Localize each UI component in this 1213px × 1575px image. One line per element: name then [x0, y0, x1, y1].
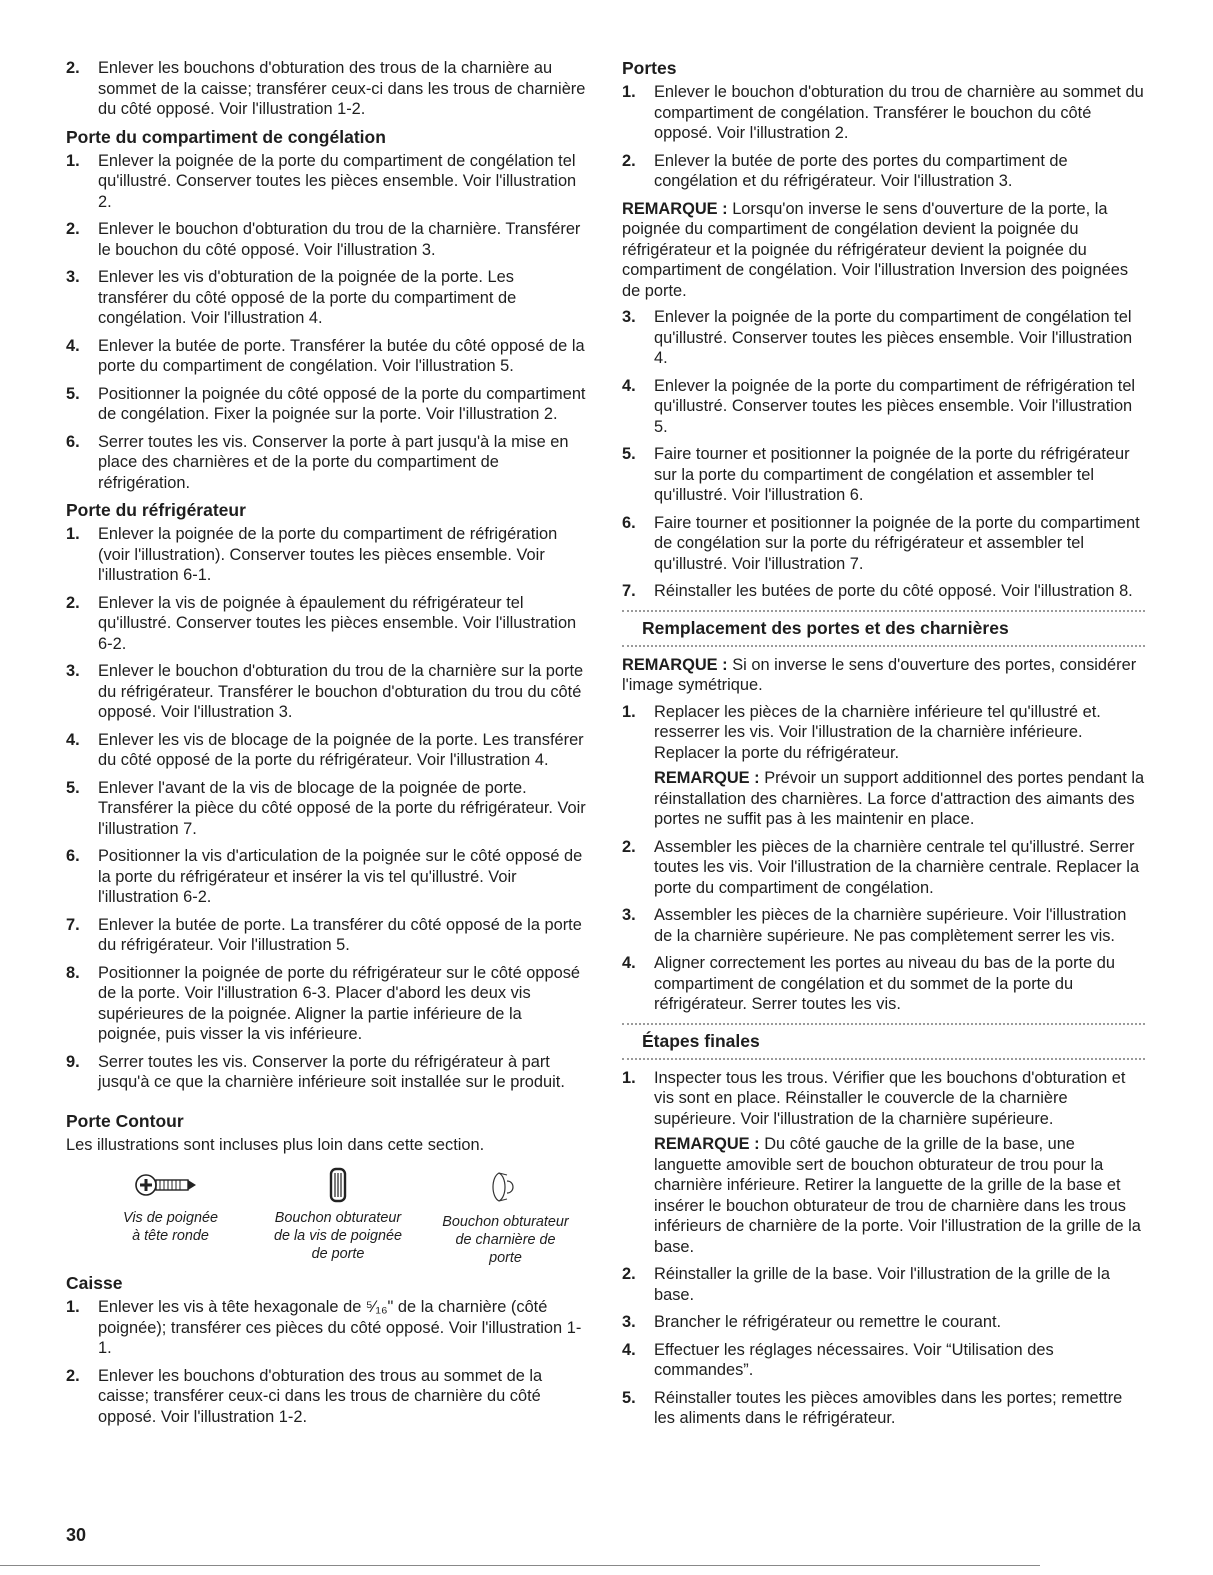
list-item: 6. Faire tourner et positionner la poignée de la porte du compartiment de congélation sur la porte du réfrigérateur et assembler tel qu'illustré. Voir l'illustration 7.	[622, 513, 1140, 573]
section-heading-freezer-door: Porte du compartiment de congélation	[66, 126, 386, 147]
list-item: 1. Enlever la poignée de la porte du compartiment de réfrigération (voir l'illustration). Conserver toutes les pièces ensemble. Voir l'illustration 6-1.	[66, 525, 558, 584]
list-item: 2. Assembler les pièces de la charnière centrale tel qu'illustré. Serrer toutes les vis. Voir l'illustration de la charnière centrale. Replacer la porte du compartiment de congélation.	[622, 837, 1140, 897]
section-heading-contour: Porte Contour	[66, 1110, 184, 1131]
hinge-plug-icon	[481, 1165, 531, 1209]
part-handle-screw-plug: Bouchon obturateur de la vis de poignée de porte	[256, 1165, 421, 1267]
list-item: 3. Enlever le bouchon d'obturation du trou de la charnière sur la porte du réfrigérateur. Transférer le bouchon d'obturation du trou du côté opposé. Voir l'illustration 3.	[66, 662, 584, 721]
handle-screw-plug-icon	[318, 1165, 358, 1205]
replacement-sub-note: REMARQUE : Prévoir un support additionnel des portes pendant la réinstallation des charnières. La force d'attraction des aimants des portes ne suffit pas à les maintenir en place.	[654, 769, 1145, 828]
list-item: 5. Enlever l'avant de la vis de blocage de la poignée de porte. Transférer la pièce du côté opposé de la porte du réfrigérateur. Voir l'illustration 7.	[66, 778, 586, 838]
list-item: 2. Réinstaller la grille de la base. Voir l'illustration de la grille de la base.	[622, 1265, 1110, 1304]
list-item: 4. Enlever la poignée de la porte du compartiment de réfrigération tel qu'illustré. Conserver toutes les pièces ensemble. Voir l'illustration 5.	[622, 376, 1136, 436]
list-item: 1. Replacer les pièces de la charnière inférieure tel qu'illustré et. resserrer les vis. Voir l'illustration de la charnière inférieure. Replacer la porte du réfrigérateur. REMARQUE : Prévoir un support additionnel des portes pendant la réinstallation des charnières. La force d'attraction des aimants des portes ne suffit pas à les maintenir en place.	[622, 702, 1145, 828]
list-item: 4. Aligner correctement les portes au niveau du bas de la porte du compartiment de congélation et du sommet de la porte du réfrigérateur. Serrer toutes les vis.	[622, 954, 1116, 1013]
doors-list-a	[622, 82, 1145, 192]
contour-text: Les illustrations sont incluses plus loin dans cette section.	[66, 1135, 485, 1154]
part-round-head-screw: Vis de poignée à tête ronde	[88, 1165, 253, 1267]
bottom-rule	[0, 1565, 1040, 1566]
part-hinge-plug: Bouchon obturateur de charnière de porte	[423, 1165, 588, 1267]
list-item: 1. Enlever les vis à tête hexagonale de ⁵⁄₁₆" de la charnière (côté poignée); transférer ces pièces du côté opposé. Voir l'illustration 1-1.	[66, 1298, 582, 1357]
section-heading-fridge-door: Porte du réfrigérateur	[66, 500, 246, 520]
final-steps-list	[622, 1068, 1145, 1429]
page-number: 30	[66, 1525, 87, 1545]
doors-note: REMARQUE : Lorsqu'on inverse le sens d'ouverture de la porte, la poignée du compartiment de congélation devient la poignée du réfrigérateur et la poignée du réfrigérateur devient la poignée du compartiment de congélation. Voir l'illustration Inversion des poignées de porte.	[622, 199, 1129, 300]
list-item: 4. Enlever la butée de porte. Transférer la butée du côté opposé de la porte du compartiment de congélation. Voir l'illustration 5.	[66, 336, 585, 375]
list-item: 8. Positionner la poignée de porte du réfrigérateur sur le côté opposé de la porte. Voir l'illustration 6-3. Placer d'abord les deux vis supérieures de la poignée. Aligner la partie inférieure de la poignée, puis visser la vis inférieure.	[66, 963, 581, 1043]
freezer-door-list	[66, 151, 586, 494]
final-sub-note: REMARQUE : Du côté gauche de la grille de la base, une languette amovible sert de bouchon obturateur de trou pour la charnière inférieure. Retirer la languette de la grille de la base et insérer le bouchon obturateur de trou de charnière dans les trous inférieurs de charnière de la porte. Voir l'illustration de la grille de la base.	[654, 1135, 1141, 1256]
list-item: 2. Enlever les bouchons d'obturation des trous au sommet de la caisse; transférer ceux-ci dans les trous de charnière du côté opposé. Voir l'illustration 1-2.	[66, 1366, 543, 1426]
list-item: 3. Brancher le réfrigérateur ou remettre le courant.	[622, 1313, 1002, 1331]
list-item: 5. Faire tourner et positionner la poignée de la porte du réfrigérateur sur la porte du compartiment de congélation et assembler tel qu'illustré. Voir l'illustration 6.	[622, 445, 1130, 504]
doors-list-b	[622, 307, 1145, 602]
list-item: 6. Positionner la vis d'articulation de la poignée sur le côté opposé de la porte du réfrigérateur et insérer la vis tel qu'illustré. Voir l'illustration 6-2.	[66, 847, 583, 906]
cabinet-list	[66, 1297, 586, 1427]
list-item: 2. Enlever le bouchon d'obturation du trou de la charnière. Transférer le bouchon du côté opposé. Voir l'illustration 3.	[66, 220, 581, 259]
list-item: 5. Réinstaller toutes les pièces amovibles dans les portes; remettre les aliments dans le réfrigérateur.	[622, 1388, 1123, 1427]
fridge-door-list	[66, 524, 586, 1093]
list-item: 3. Enlever les vis d'obturation de la poignée de la porte. Les transférer du côté opposé de la porte du compartiment de congélation. Voir l'illustration 4.	[66, 268, 517, 327]
list-item: 7. Réinstaller les butées de porte du côté opposé. Voir l'illustration 8.	[622, 582, 1133, 600]
section-heading-cabinet: Caisse	[66, 1273, 123, 1293]
left-column	[66, 58, 586, 1434]
section-title-replacement: Remplacement des portes et des charnières	[622, 610, 1145, 647]
list-item: 1. Enlever la poignée de la porte du compartiment de congélation tel qu'illustré. Conserver toutes les pièces ensemble. Voir l'illustration 2.	[66, 151, 577, 211]
list-item: 1. Inspecter tous les trous. Vérifier que les bouchons d'obturation et vis sont en place. Réinstaller le couvercle de la charnière supérieure. Voir l'illustration de la charnière supérieure. REMARQUE : Du côté gauche de la grille de la base, une languette amovible sert de bouchon obturateur de trou pour la charnière inférieure. Retirer la languette de la grille de la base et insérer le bouchon obturateur de trou de charnière dans les trous inférieurs de charnière de la porte. Voir l'illustration de la grille de la base.	[622, 1068, 1145, 1258]
list-item: 3. Assembler les pièces de la charnière supérieure. Voir l'illustration de la charnière supérieure. Ne pas complètement serrer les vis.	[622, 906, 1127, 945]
section-title-final-steps: Étapes finales	[622, 1023, 1145, 1060]
list-item: 2. Enlever les bouchons d'obturation des trous de la charnière au sommet de la caisse; transférer ceux-ci dans les trous de charnière du côté opposé. Voir l'illustration 1-2.	[66, 59, 586, 118]
replacement-note: REMARQUE : Si on inverse le sens d'ouverture des portes, considérer l'image symétrique.	[622, 655, 1137, 694]
list-item: 2. Enlever la vis de poignée à épaulement du réfrigérateur tel qu'illustré. Conserver toutes les pièces ensemble. Voir l'illustration 6-2.	[66, 593, 577, 653]
list-item: 7. Enlever la butée de porte. La transférer du côté opposé de la porte du réfrigérateur. Voir l'illustration 5.	[66, 915, 582, 954]
intro-list	[66, 58, 586, 120]
right-column	[622, 58, 1145, 1436]
list-item: 3. Enlever la poignée de la porte du compartiment de congélation tel qu'illustré. Conserver toutes les pièces ensemble. Voir l'illustration 4.	[622, 308, 1133, 367]
list-item: 1. Enlever le bouchon d'obturation du trou de charnière au sommet du compartiment de congélation. Transférer le bouchon du côté opposé. Voir l'illustration 2.	[622, 83, 1144, 142]
replacement-list	[622, 702, 1145, 1015]
list-item: 6. Serrer toutes les vis. Conserver la porte à part jusqu'à la mise en place des charnières et de la porte du compartiment de réfrigération.	[66, 432, 569, 492]
parts-icons	[88, 1165, 588, 1267]
list-item: 4. Effectuer les réglages nécessaires. Voir “Utilisation des commandes”.	[622, 1340, 1054, 1379]
list-item: 9. Serrer toutes les vis. Conserver la porte du réfrigérateur à part jusqu'à ce que la charnière inférieure soit installée sur le produit.	[66, 1052, 565, 1091]
section-heading-doors: Portes	[622, 58, 677, 78]
list-item: 2. Enlever la butée de porte des portes du compartiment de congélation et du réfrigérateur. Voir l'illustration 3.	[622, 151, 1068, 190]
list-item: 4. Enlever les vis de blocage de la poignée de la porte. Les transférer du côté opposé de la porte du réfrigérateur. Voir l'illustration 4.	[66, 730, 584, 769]
list-item: 5. Positionner la poignée du côté opposé de la porte du compartiment de congélation. Fixer la poignée sur la porte. Voir l'illustration 2.	[66, 384, 586, 423]
round-head-screw-icon	[126, 1165, 216, 1205]
